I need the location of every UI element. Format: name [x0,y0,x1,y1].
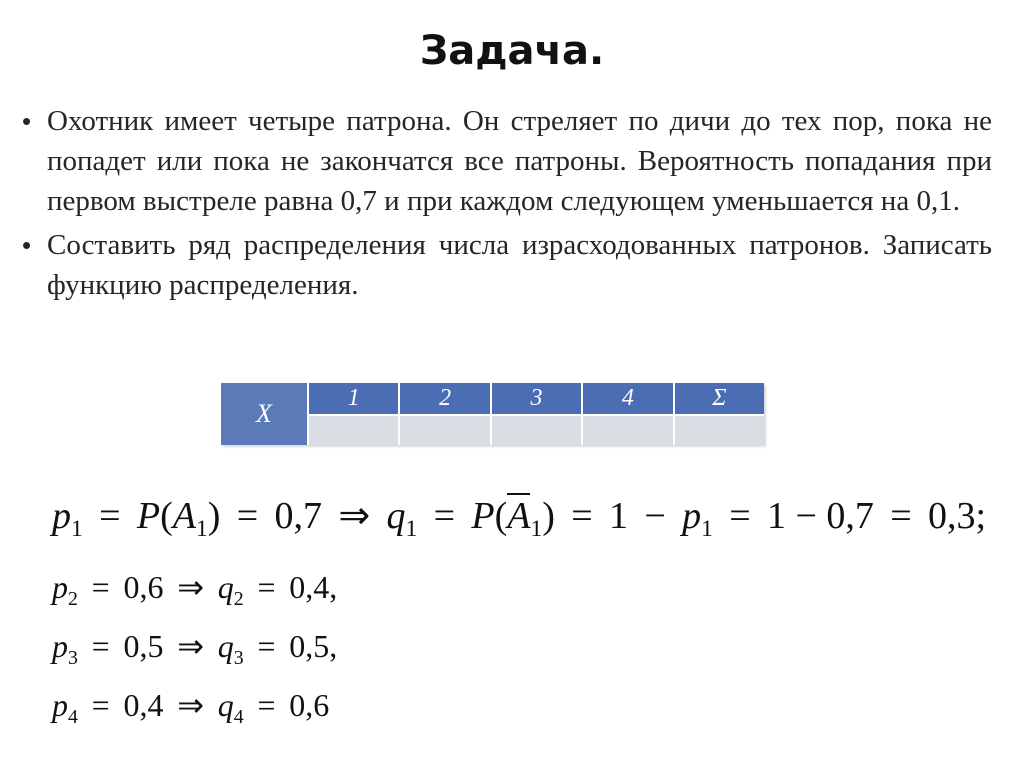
formula-subscript: 1 [405,516,418,543]
formula-paren: ( [160,495,173,537]
formula-symbol: q [217,687,234,723]
formula-subscript: 1 [701,516,713,543]
formula-subscript: 4 [233,705,244,728]
formula-operator: = [433,495,456,537]
formula-value: 0,5, [289,628,338,664]
formula-subscript: 2 [233,587,244,610]
table-value-cell [400,416,491,445]
formula-operator: = [236,495,259,537]
table-value-cell [492,416,583,445]
table-value-cell [583,416,674,445]
formula-value: 0,4, [289,569,338,605]
implies-icon: ⇒ [177,628,205,664]
bullet-text-task: Составить ряд распределения числа израсходованных патронов. Записать функцию распределения. [47,229,992,301]
formula-expression: 1 − 0,7 [766,495,874,537]
table-row-label: X [221,383,309,445]
formula-symbol: p [52,628,68,664]
table-value-row [309,414,764,445]
formula-line-1 [52,488,986,557]
table-header-cell: 3 [492,383,583,414]
formula-symbol: p [682,495,702,537]
table-header-cell: 4 [583,383,674,414]
formula-symbol: q [217,628,234,664]
formula-operator: = [91,569,110,605]
bullet-list [22,101,992,309]
formula-value: 0,6 [123,569,164,605]
formula-subscript: 1 [71,516,83,543]
formula-subscript: 4 [68,705,78,728]
bullet-dot-icon: • [22,230,32,260]
formula-value: 0,7 [274,495,322,537]
formula-symbol: p [52,495,71,537]
implies-icon: ⇒ [177,569,205,605]
formula-operator: = [890,495,912,537]
distribution-table [221,383,764,445]
formula-line-2 [52,562,337,624]
slide-title: Задача. [419,28,605,74]
formula-operator: = [99,495,121,537]
formula-symbol: q [386,495,406,537]
formula-operator: = [91,687,110,723]
formula-operator: = [571,495,593,537]
formula-value: 0,3; [928,495,987,537]
table-header-cell: 1 [309,383,400,414]
formula-subscript: 3 [233,646,244,669]
formula-symbol: P [136,495,161,537]
implies-icon: ⇒ [177,687,205,723]
formula-value: 0,4 [123,687,164,723]
table-value-cell [309,416,400,445]
formula-operator: = [729,495,751,537]
formula-symbol: A [172,495,196,537]
table-header-cell: 2 [400,383,491,414]
table-value-cell [675,416,764,445]
implies-icon: ⇒ [338,495,371,537]
bullet-item-task [22,225,992,305]
formula-operator: = [257,687,276,723]
bullet-dot-icon: • [22,106,32,136]
formula-operator: = [257,628,276,664]
formula-symbol-complement: A [507,495,531,537]
formula-operator: = [91,628,110,664]
formula-symbol: q [217,569,234,605]
formula-operator: = [257,569,276,605]
formula-line-4 [52,680,329,742]
formula-value: 1 [609,495,628,537]
formula-symbol: p [52,687,68,723]
formula-paren: ) [542,495,555,537]
bullet-item-problem [22,101,992,221]
table-header-cell-sum: Σ [675,383,764,414]
formula-symbol: P [471,495,495,537]
formula-paren: ) [207,495,221,537]
formula-subscript: 1 [530,516,543,543]
formula-subscript: 3 [68,646,78,669]
bullet-text-problem: Охотник имеет четыре патрона. Он стреляет по дичи до тех пор, пока не попадет или пока не закончатся все патроны. Вероятность попадания при первом выстреле равна 0,7 и при каждом следующем уменьшается на 0,1. [47,105,992,217]
formula-subscript: 1 [195,516,208,543]
table-header-row [309,383,764,414]
formula-paren: ( [494,495,508,537]
formula-value: 0,6 [289,687,330,723]
formula-operator: − [644,495,666,537]
formula-value: 0,5 [123,628,164,664]
formula-symbol: p [52,569,68,605]
formula-line-3 [52,621,337,683]
formula-subscript: 2 [68,587,78,610]
